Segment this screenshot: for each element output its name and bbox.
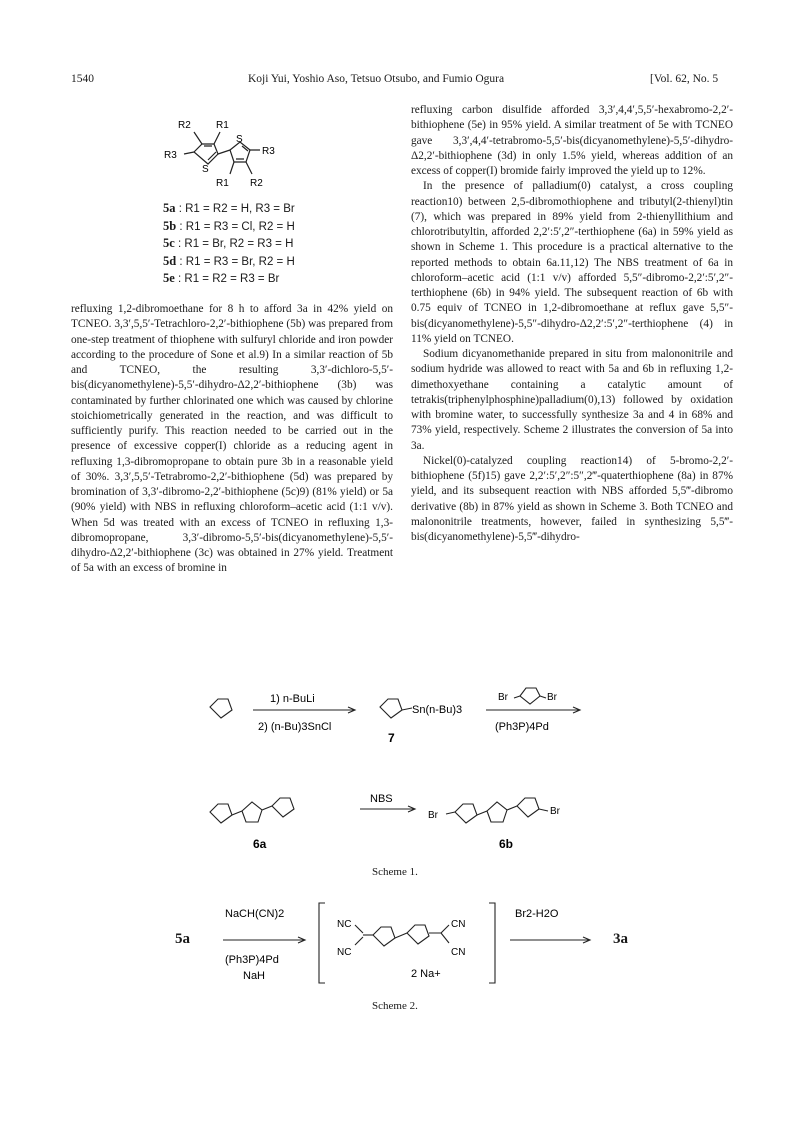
reagent-stannyl-chloride: 2) (n-Bu)3SnCl	[258, 721, 332, 733]
compound-5e: 5e : R1 = R2 = R3 = Br	[163, 271, 280, 285]
catalyst-label: (Ph3P)4Pd	[495, 721, 549, 733]
paragraph: Nickel(0)-catalyzed coupling reaction14) of 5-bromo-2,2′-bithiophene (5f)15) gave 2,2′:5′,2″:5″,2‴-quaterthiophene (8a) in 87% yield, and its subsequent reaction with NBS afforded 5,5‴-dibromo derivative (8b) in 87% yield as shown in Scheme 3. Both TCNEO and malononitrile treatments, however, failed in synthesizing 5,5‴-bis(dicyanomethylene)-5,5‴-dihydro-	[411, 454, 733, 543]
compound-5d: 5d : R1 = R3 = Br, R2 = H	[163, 254, 295, 268]
paragraph: Sodium dicyanomethanide prepared in situ from malononitrile and sodium hydride was allowed to react with 5a and 6b in refluxing 1,2-dimethoxyethane containing a catalytic amount of tetrakis(triphenylphosphine)palladium(0),13) followed by oxidation with bromine water, to successfully synthesize 3a and 4 in 68% and 73% yield, respectively. Scheme 2 illustrates the conversion of 5a into 3a.	[411, 348, 733, 452]
oxidant-label: Br2-H2O	[515, 908, 559, 920]
dibromo-br-right: Br	[547, 692, 557, 703]
sulfur-left: S	[202, 164, 209, 175]
compound-7-label: 7	[388, 731, 395, 745]
dibromo-br-left: Br	[498, 692, 508, 703]
scheme-1	[190, 682, 610, 862]
nc-bottom-left: NC	[337, 947, 352, 958]
running-authors: Koji Yui, Yoshio Aso, Tetsuo Otsubo, and Fumio Ogura	[248, 73, 505, 85]
compound-5c: 5c : R1 = Br, R2 = R3 = H	[163, 236, 294, 250]
r1-top-right: R1	[216, 120, 229, 131]
compound-6a-label: 6a	[253, 837, 267, 851]
r2-bottom-right: R2	[250, 178, 263, 189]
bithiophene-structure	[150, 108, 320, 193]
reagent-base: NaH	[243, 970, 266, 982]
compound-5a: 5a : R1 = R2 = H, R3 = Br	[163, 201, 295, 215]
scheme-2-start: 5a	[175, 931, 190, 947]
paragraph: refluxing 1,2-dibromoethane for 8 h to afford 3a in 42% yield on TCNEO. 3,3′,5,5′-Tetrachloro-2,2′-bithiophene (5b) was prepared from one-step treatment of thiophene with sulfuryl chloride and iron powder according to the procedure of Sone et al.9) In a similar reaction of 5b and TCNEO, the resulting 3,3′-dichloro-5,5′-bis(dicyanomethylene)-5,5′-dihydro-Δ2,2′-bithiophene (3b) was contaminated by further chlorinated one which was caused by chlorine stoichiometrically generated in the reaction, and was difficult to sufficiently purify. This reaction needed to be carried out in the presence of excessive copper(I) chloride as a reducing agent in refluxing 1,3-dibromopropane to obtain pure 3b in a reasonable yield of 30%. 3,3′,5,5′-Tetrabromo-2,2′-bithiophene (5d) was prepared by bromination of 3,3′-dibromo-2,2′-bithiophene (5c)9) (81% yield) or 5a (90% yield) with NBS in refluxing chloroform–acetic acid (1:1 v/v). When 5d was treated with an excess of TCNEO in refluxing 1,3-dibromopropane, 3,3′-dibromo-5,5′-bis(dicyanomethylene)-5,5′-dihydro-Δ2,2′-bithiophene (3c) was obtained in 27% yield. Treatment of 5a with an excess of bromine in	[71, 303, 393, 575]
reagent-malononitrile: NaCH(CN)2	[225, 908, 285, 920]
paragraph: refluxing carbon disulfide afforded 3,3′,4,4′,5,5′-hexabromo-2,2′-bithiophene (5e) in 95% yield. A similar treatment of 5e with TCNEO gave 3,3′,4,4′-tetrabromo-5,5′-bis(dicyanomethylene)-5,5′-dihydro-Δ2,2′-bithiophene (3d) in only 1.5% yield, whereas addition of an excess of copper(I) bromide fairly improved the yield up to 12%.	[411, 104, 733, 177]
stannyl-group: Sn(n-Bu)3	[412, 704, 463, 716]
r3-left: R3	[164, 150, 177, 161]
paragraph: In the presence of palladium(0) catalyst, a cross coupling reaction10) between 2,5-dibromothiophene and tributyl(2-thienyl)tin (7), which was prepared in 89% yield from 2-thienyllithium and chlorotributyltin, afforded 2,2′:5′,2″-terthiophene (6a) in 59% yield as shown in Scheme 1. This procedure is a practical alternative to the reported methods to obtain 6a.11,12) The NBS treatment of 6a in chloroform–acetic acid (1:1 v/v) afforded 5,5″-dibromo-2,2′:5′,2″-terthiophene (6b) in 94% yield. The subsequent reaction of 6b with 0.75 equiv of TCNEO in 1,2-dibromoethane at reflux gave 5,5″-bis(dicyanomethylene)-5,5″-dihydro-Δ2,2′:5′,2″-terthiophene (4) in 11% yield on TCNEO.	[411, 180, 733, 345]
br-left-6b: Br	[428, 810, 438, 821]
reagent-nbuli: 1) n-BuLi	[270, 693, 315, 705]
r2-top-left: R2	[178, 120, 191, 131]
right-column	[411, 103, 733, 545]
counter-ion: 2 Na+	[411, 968, 441, 980]
cn-bottom-right: CN	[451, 947, 466, 958]
r3-right: R3	[262, 146, 275, 157]
compound-6b-label: 6b	[499, 837, 514, 851]
nc-top-left: NC	[337, 919, 352, 930]
scheme-1-caption: Scheme 1.	[372, 866, 418, 878]
cn-top-right: CN	[451, 919, 466, 930]
nbs-label: NBS	[370, 793, 393, 805]
br-right-6b: Br	[550, 806, 560, 817]
left-column	[71, 302, 393, 577]
reagent-catalyst: (Ph3P)4Pd	[225, 954, 279, 966]
scheme-2	[205, 895, 625, 990]
page-number: 1540	[71, 73, 94, 85]
scheme-2-caption: Scheme 2.	[372, 1000, 418, 1012]
sulfur-right: S	[236, 134, 243, 145]
compound-5b: 5b : R1 = R3 = Cl, R2 = H	[163, 219, 295, 233]
r1-bottom-left: R1	[216, 178, 229, 189]
scheme-2-product: 3a	[613, 931, 628, 947]
journal-volume: [Vol. 62, No. 5	[650, 73, 719, 85]
